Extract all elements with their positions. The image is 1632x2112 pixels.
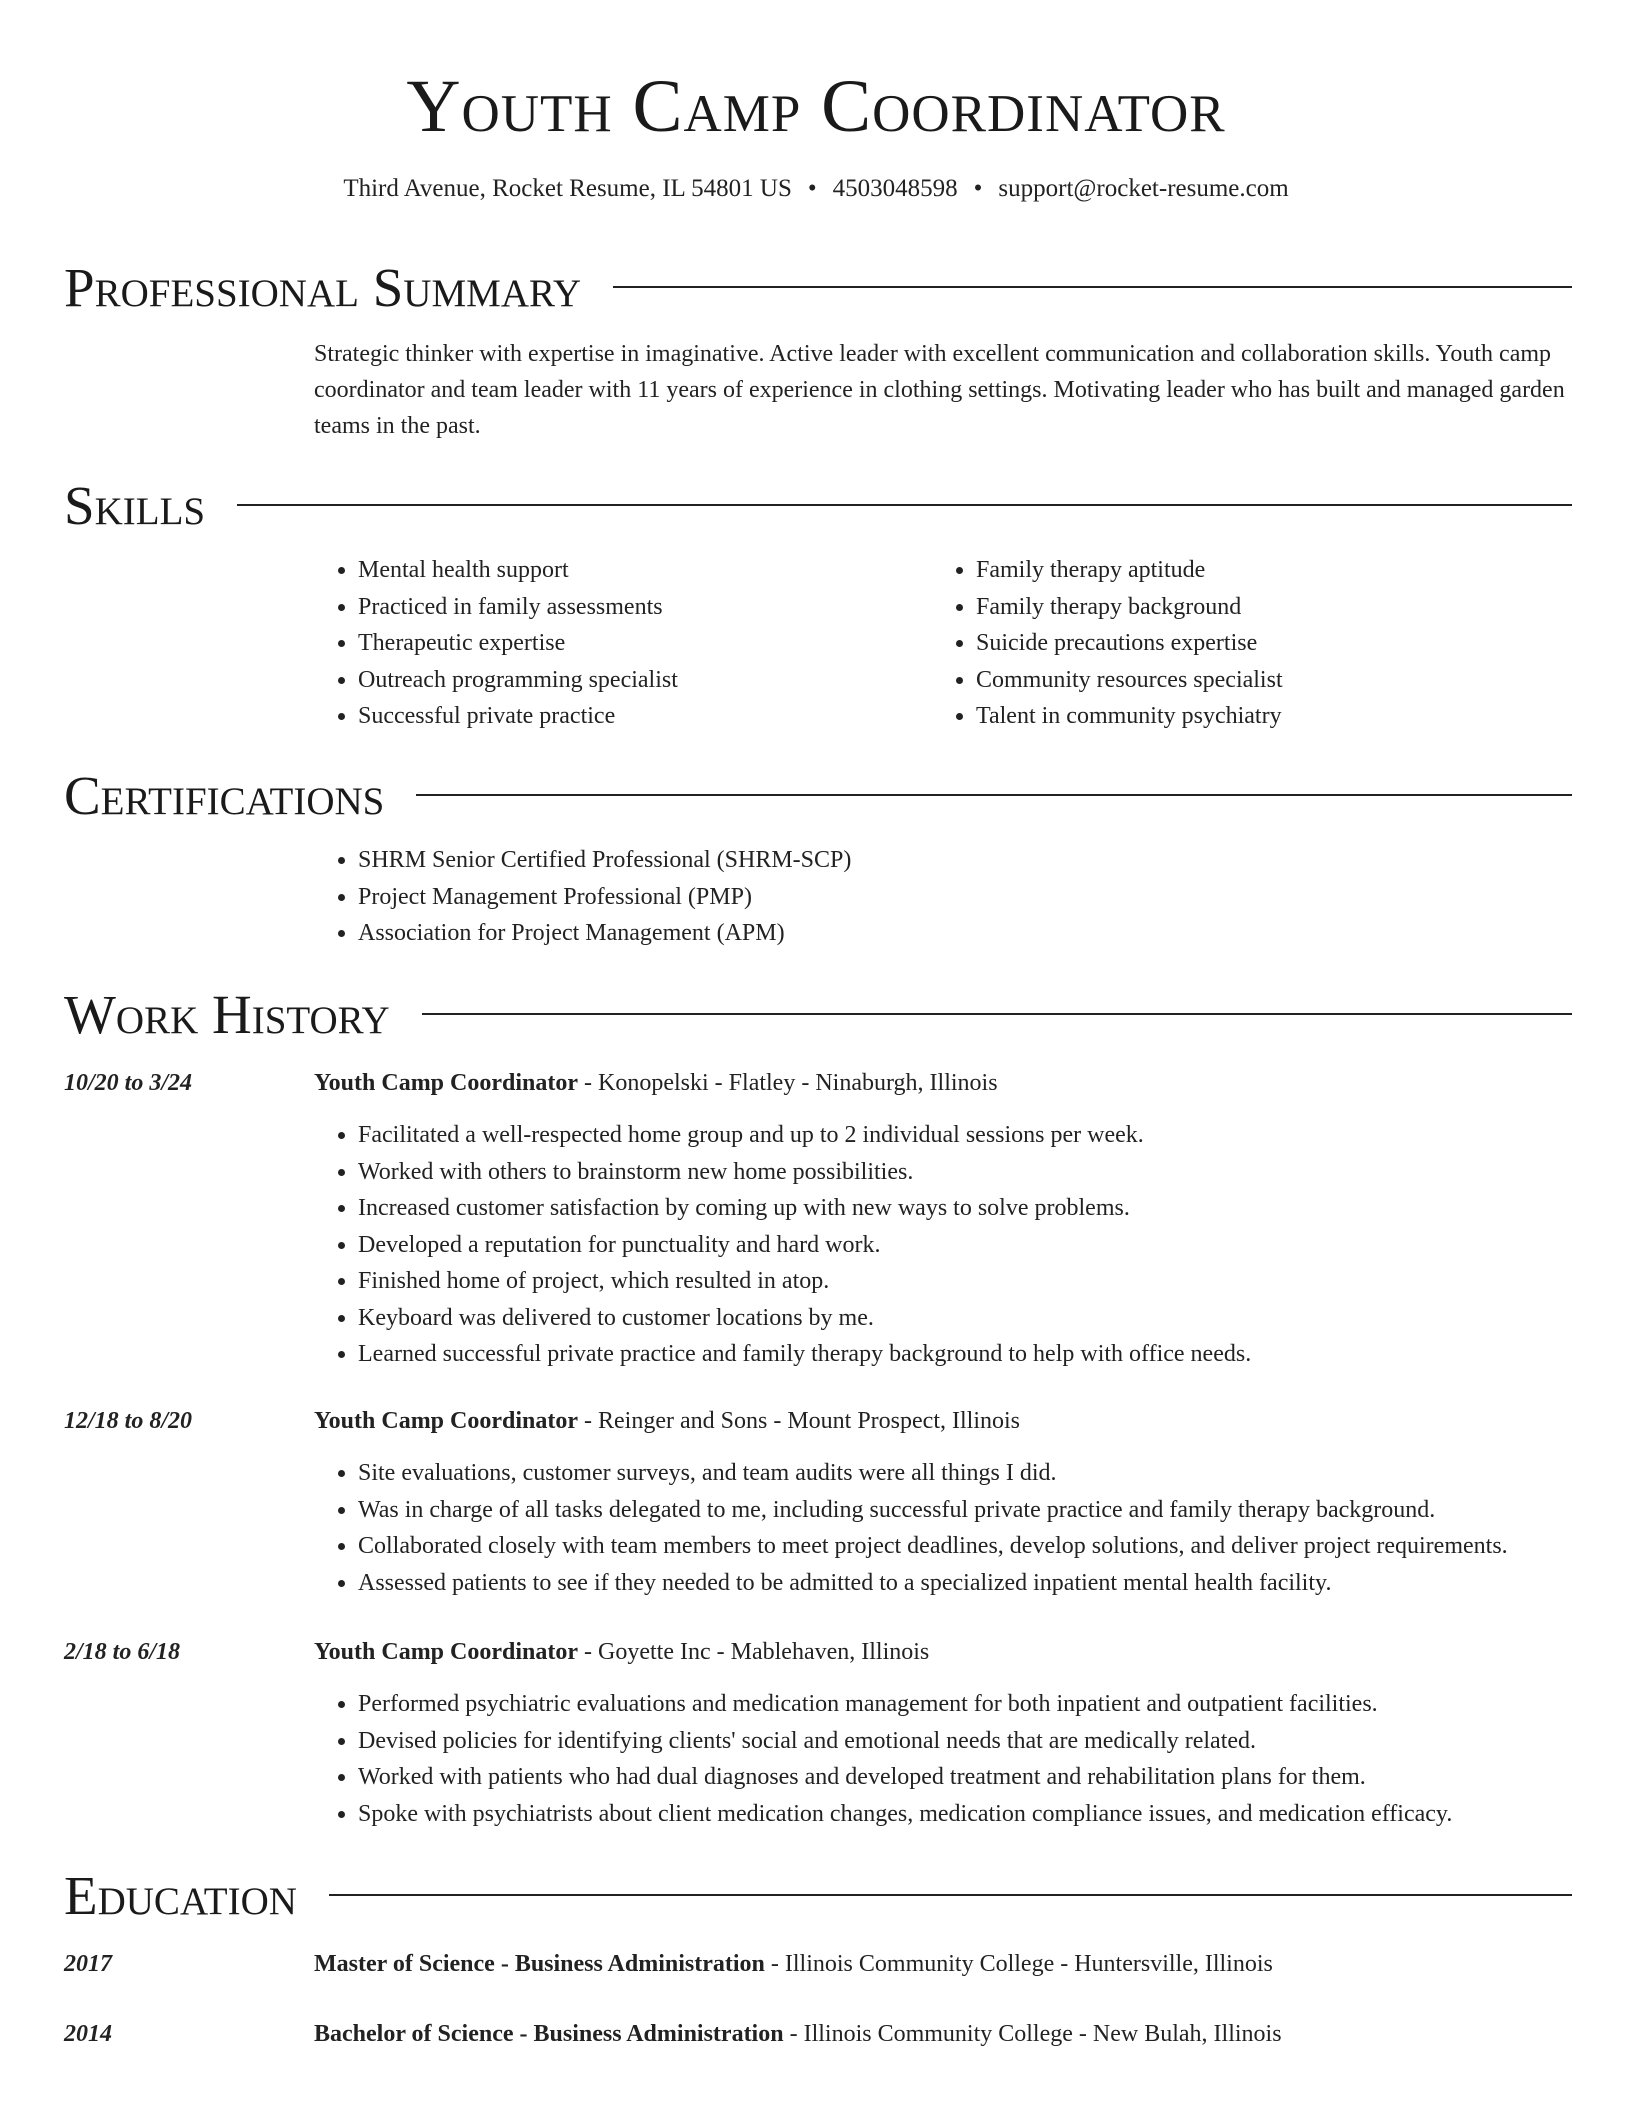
job-bullet: • Devised policies for identifying clients' social and emotional needs that are medically related. <box>358 1723 1572 1760</box>
education-year: 2014 <box>64 2021 112 2047</box>
job-bullet: • Learned successful private practice and family therapy background to help with office needs. <box>358 1336 1572 1373</box>
education-header <box>314 2016 1282 2052</box>
summary-section <box>64 256 1572 439</box>
section-header <box>64 1864 1572 1928</box>
contact-address: Third Avenue, Rocket Resume, IL 54801 US <box>343 175 792 202</box>
job-bullet: • Keyboard was delivered to customer locations by me. <box>358 1300 1572 1337</box>
skills-heading: Skills <box>64 475 206 536</box>
job-bullet: • Worked with others to brainstorm new home possibilities. <box>358 1154 1572 1191</box>
job-header <box>314 1403 1020 1439</box>
job-bullet: • Was in charge of all tasks delegated to me, including successful private practice and family therapy background. <box>358 1492 1572 1529</box>
skill-item: • Outreach programming specialist <box>358 662 932 699</box>
job-header <box>314 1065 998 1101</box>
education-section <box>64 1864 1572 2047</box>
work-history-heading: Work History <box>64 984 390 1045</box>
school: - Illinois Community College - New Bulah, Illinois <box>783 2021 1282 2047</box>
section-divider <box>237 504 1572 506</box>
certification-item: • SHRM Senior Certified Professional (SHRM-SCP) <box>358 842 1572 879</box>
job-bullet: • Worked with patients who had dual diagnoses and developed treatment and rehabilitation plans for them. <box>358 1759 1572 1796</box>
skill-item: • Talent in community psychiatry <box>976 698 1550 735</box>
contact-separator: • <box>807 175 817 202</box>
education-year: 2017 <box>64 1951 112 1977</box>
certifications-list <box>314 842 1572 952</box>
certifications-heading: Certifications <box>64 765 385 826</box>
certification-item: • Association for Project Management (APM) <box>358 915 1572 952</box>
job-bullet: • Performed psychiatric evaluations and medication management for both inpatient and outpatient facilities. <box>358 1686 1572 1723</box>
section-divider <box>422 1013 1572 1015</box>
job-dates: 12/18 to 8/20 <box>64 1408 193 1434</box>
skill-item: • Community resources specialist <box>976 662 1550 699</box>
section-divider <box>613 286 1572 288</box>
job-header <box>314 1634 929 1670</box>
skill-item: • Family therapy background <box>976 589 1550 626</box>
skills-section <box>64 474 1572 729</box>
contact-line <box>0 172 1632 206</box>
degree: Bachelor of Science - Business Administration <box>314 2021 784 2047</box>
job-company: - Konopelski - Flatley - Ninaburgh, Illinois <box>578 1070 998 1096</box>
skill-item: • Practiced in family assessments <box>358 589 932 626</box>
job-dates: 10/20 to 3/24 <box>64 1070 193 1096</box>
job-bullet: • Increased customer satisfaction by coming up with new ways to solve problems. <box>358 1190 1572 1227</box>
job-bullet: • Developed a reputation for punctuality and hard work. <box>358 1227 1572 1264</box>
section-header <box>64 983 1572 1047</box>
job-bullets <box>314 1117 1572 1373</box>
job-bullet: • Collaborated closely with team members to meet project deadlines, develop solutions, and deliver project requirements. <box>358 1528 1572 1565</box>
section-divider <box>416 794 1572 796</box>
job-company: - Goyette Inc - Mablehaven, Illinois <box>578 1639 930 1665</box>
job-bullet: • Facilitated a well-respected home group and up to 2 individual sessions per week. <box>358 1117 1572 1154</box>
job-title: Youth Camp Coordinator <box>314 1408 579 1434</box>
school: - Illinois Community College - Huntersville, Illinois <box>764 1951 1273 1977</box>
section-header <box>64 764 1572 828</box>
skill-item: • Family therapy aptitude <box>976 552 1550 589</box>
skill-item: • Mental health support <box>358 552 932 589</box>
job-company: - Reinger and Sons - Mount Prospect, Illinois <box>578 1408 1020 1434</box>
certifications-section <box>64 764 1572 946</box>
skill-item: • Therapeutic expertise <box>358 625 932 662</box>
job-dates: 2/18 to 6/18 <box>64 1639 181 1665</box>
section-header <box>64 256 1572 320</box>
skill-item: • Successful private practice <box>358 698 932 735</box>
skills-list-right <box>932 552 1550 735</box>
education-header <box>314 1946 1273 1982</box>
job-bullet: • Finished home of project, which resulted in atop. <box>358 1263 1572 1300</box>
job-title: Youth Camp Coordinator <box>314 1070 579 1096</box>
job-bullet: • Assessed patients to see if they needed to be admitted to a specialized inpatient mental health facility. <box>358 1565 1572 1602</box>
contact-email: support@rocket-resume.com <box>998 175 1289 202</box>
job-bullets <box>314 1455 1572 1601</box>
job-title: Youth Camp Coordinator <box>314 1639 579 1665</box>
work-history-section <box>64 983 1572 1827</box>
candidate-name: Youth Camp Coordinator <box>406 65 1226 148</box>
summary-heading: Professional Summary <box>64 257 582 318</box>
section-header <box>64 474 1572 538</box>
summary-text: Strategic thinker with expertise in imaginative. Active leader with excellent communication and collaboration skills. Youth camp coordinator and team leader with 11 years of experience in clothing settings. Motivating leader who has built and managed garden teams in the past. <box>314 341 1565 439</box>
job-bullet: • Spoke with psychiatrists about client medication changes, medication compliance issues, and medication efficacy. <box>358 1796 1572 1833</box>
contact-phone: 4503048598 <box>832 175 958 202</box>
degree: Master of Science - Business Administration <box>314 1951 765 1977</box>
certification-item: • Project Management Professional (PMP) <box>358 879 1572 916</box>
section-divider <box>329 1894 1572 1896</box>
job-bullet: • Site evaluations, customer surveys, and team audits were all things I did. <box>358 1455 1572 1492</box>
education-heading: Education <box>64 1865 297 1926</box>
skill-item: • Suicide precautions expertise <box>976 625 1550 662</box>
skills-list-left <box>314 552 932 735</box>
contact-separator: • <box>973 175 983 202</box>
job-bullets <box>314 1686 1572 1832</box>
